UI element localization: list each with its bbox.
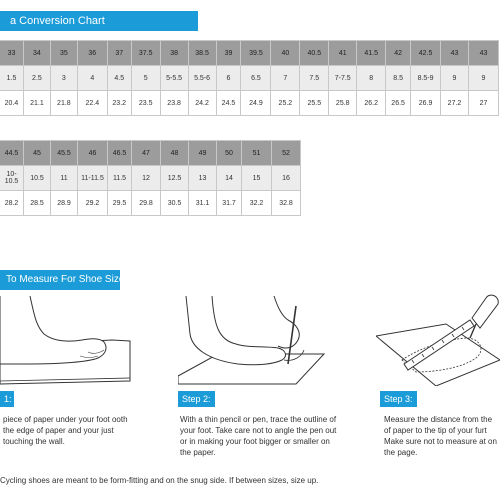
table-cell: 9 (468, 66, 498, 91)
table-cell: 26.2 (357, 91, 386, 116)
table-cell: 16 (272, 166, 301, 191)
table-row-us (0, 166, 301, 191)
foot-on-paper-illustration (0, 294, 135, 386)
table-cell: 27 (468, 91, 498, 116)
table-cell: 45 (24, 141, 51, 166)
table-cell: 12 (132, 166, 161, 191)
table-cell: 11 (51, 166, 78, 191)
table-cell: 26.9 (411, 91, 441, 116)
table-cell: 25.8 (329, 91, 357, 116)
table-cell: 23.8 (160, 91, 188, 116)
table-cell: 50 (217, 141, 242, 166)
table-cell: 39.5 (241, 41, 271, 66)
step-3-text: Measure the distance from the of paper to the tip of your furt Make sure not to measure at on the page. (384, 415, 497, 457)
table-cell: 39 (216, 41, 241, 66)
table-cell: 32.2 (242, 191, 272, 216)
table-cell: 25.5 (300, 91, 329, 116)
table-cell: 3 (50, 66, 77, 91)
sizing-footnote: Cycling shoes are meant to be form-fitting and on the snug side. If between sizes, size up. (0, 476, 319, 485)
measure-title-banner (0, 270, 125, 290)
table-cell: 29.2 (78, 191, 108, 216)
table-cell: 8.5 (386, 66, 411, 91)
table-cell: 33 (0, 41, 23, 66)
table-cell: 28.2 (0, 191, 24, 216)
step-2-label: Step 2: (178, 391, 215, 407)
tracing-foot-illustration (178, 294, 328, 386)
measuring-paper-illustration (376, 294, 500, 386)
table-cell: 28.5 (24, 191, 51, 216)
table-cell: 46 (78, 141, 108, 166)
table-cell: 32.8 (272, 191, 301, 216)
table-cell: 22.4 (77, 91, 107, 116)
table-cell: 29.8 (132, 191, 161, 216)
table-cell: 24.2 (188, 91, 216, 116)
size-table-2 (0, 140, 301, 216)
table-cell: 7-7.5 (329, 66, 357, 91)
table-cell: 42 (386, 41, 411, 66)
table-cell: 45.5 (51, 141, 78, 166)
table-cell: 31.1 (189, 191, 217, 216)
table-row-us (0, 66, 499, 91)
table-cell: 38 (160, 41, 188, 66)
table-cell: 6 (216, 66, 241, 91)
table-cell: 21.8 (50, 91, 77, 116)
table-cell: 9 (441, 66, 469, 91)
table-cell: 38.5 (188, 41, 216, 66)
table-cell: 31.7 (217, 191, 242, 216)
table-cell: 23.2 (107, 91, 131, 116)
chart-title-banner (0, 11, 198, 31)
table-cell: 1.5 (0, 66, 23, 91)
table-cell: 51 (242, 141, 272, 166)
table-cell: 29.5 (108, 191, 132, 216)
table-cell: 44.5 (0, 141, 24, 166)
table-cell: 30.5 (161, 191, 189, 216)
table-cell: 13 (189, 166, 217, 191)
table-cell: 35 (50, 41, 77, 66)
table-cell: 49 (189, 141, 217, 166)
table-cell: 5.5-6 (188, 66, 216, 91)
table-row-cm (0, 191, 301, 216)
table-cell: 27.2 (441, 91, 469, 116)
table-cell: 14 (217, 166, 242, 191)
chart-title: a Conversion Chart (10, 15, 105, 27)
step-3-label: Step 3: (380, 391, 417, 407)
table-cell: 23.5 (131, 91, 160, 116)
step-1-text: piece of paper under your foot ooth the edge of paper and your just touching the wall. (3, 415, 128, 446)
step-1-label: 1: (0, 391, 14, 407)
table-cell: 2.5 (23, 66, 50, 91)
table-cell: 4 (77, 66, 107, 91)
table-row-eu (0, 41, 499, 66)
table-cell: 41 (329, 41, 357, 66)
table-cell: 11-11.5 (78, 166, 108, 191)
table-row-cm (0, 91, 499, 116)
table-cell: 52 (272, 141, 301, 166)
table-cell: 40.5 (300, 41, 329, 66)
table-cell: 37.5 (131, 41, 160, 66)
table-cell: 24.5 (216, 91, 241, 116)
table-cell: 46.5 (108, 141, 132, 166)
table-cell: 28.9 (51, 191, 78, 216)
measure-title: To Measure For Shoe Size (6, 274, 125, 285)
table-cell: 15 (242, 166, 272, 191)
size-table-1 (0, 40, 499, 116)
step-2-text: With a thin pencil or pen, trace the outline of your foot. Take care not to angle the pen out or in making your foot bigger or smaller on the paper. (180, 415, 337, 457)
table-cell: 5-5.5 (160, 66, 188, 91)
table-row-eu (0, 141, 301, 166)
table-cell: 26.5 (386, 91, 411, 116)
table-cell: 8.5-9 (411, 66, 441, 91)
table-cell: 40 (271, 41, 300, 66)
table-cell: 8 (357, 66, 386, 91)
table-cell: 6.5 (241, 66, 271, 91)
table-cell: 7 (271, 66, 300, 91)
table-cell: 10-10.5 (0, 166, 24, 191)
table-cell: 34 (23, 41, 50, 66)
table-cell: 42.5 (411, 41, 441, 66)
table-cell: 12.5 (161, 166, 189, 191)
table-cell: 37 (107, 41, 131, 66)
table-cell: 25.2 (271, 91, 300, 116)
table-cell: 21.1 (23, 91, 50, 116)
table-cell: 24.9 (241, 91, 271, 116)
table-cell: 43 (468, 41, 498, 66)
table-cell: 41.5 (357, 41, 386, 66)
table-cell: 7.5 (300, 66, 329, 91)
table-cell: 36 (77, 41, 107, 66)
table-cell: 11.5 (108, 166, 132, 191)
table-cell: 4.5 (107, 66, 131, 91)
table-cell: 10.5 (24, 166, 51, 191)
table-cell: 20.4 (0, 91, 23, 116)
table-cell: 43 (441, 41, 469, 66)
table-cell: 47 (132, 141, 161, 166)
table-cell: 5 (131, 66, 160, 91)
table-cell: 48 (161, 141, 189, 166)
